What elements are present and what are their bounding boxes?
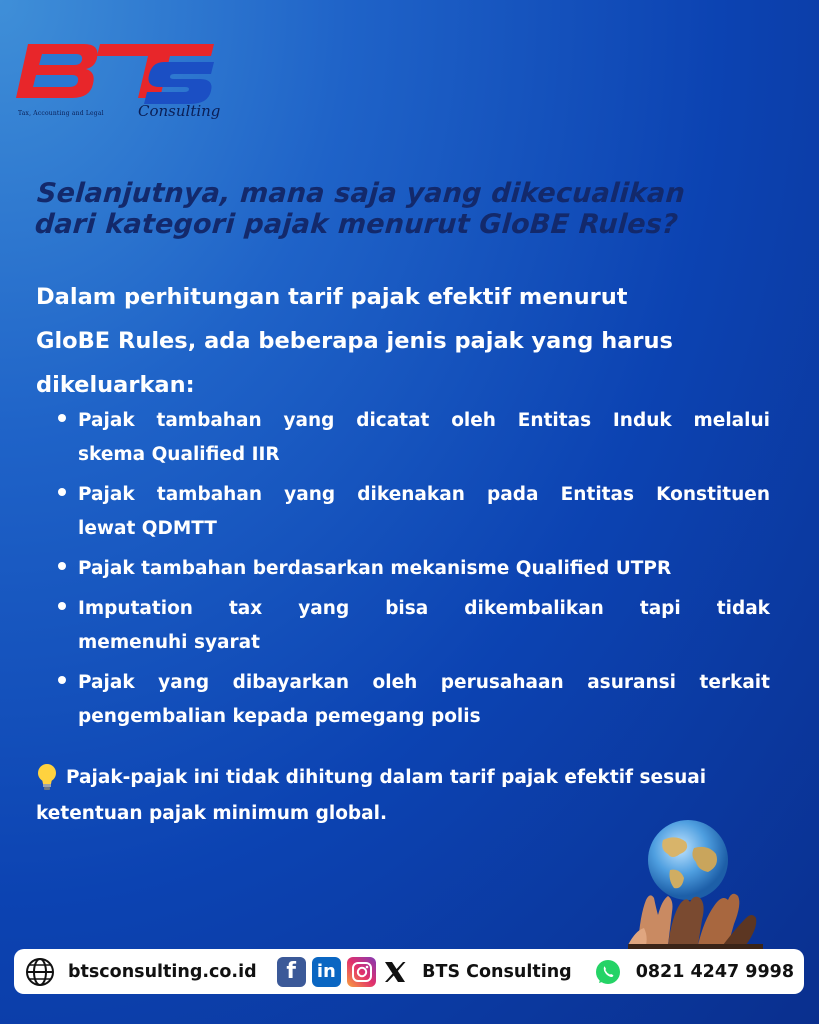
list-item-line-1: Imputation tax yang bisa dikembalikan tapi tidak: [78, 598, 770, 619]
contact-footer: [14, 949, 804, 994]
intro-line-1: Dalam perhitungan tarif pajak efektif menurut: [36, 284, 628, 310]
list-item: [58, 552, 770, 586]
list-item-line-1: Pajak tambahan yang dikenakan pada Entitas Konstituen: [78, 484, 770, 505]
bullet-dot: [58, 602, 66, 610]
list-item: [58, 666, 770, 734]
x-icon[interactable]: [382, 959, 408, 985]
list-item-line-1: Pajak yang dibayarkan oleh perusahaan asuransi terkait: [78, 672, 770, 693]
phone-number[interactable]: 0821 4247 9998: [635, 961, 795, 982]
list-item-line-1: Pajak tambahan yang dicatat oleh Entitas Induk melalui: [78, 410, 770, 431]
facebook-icon[interactable]: f: [277, 957, 306, 987]
list-item-line-2: skema Qualified IIR: [78, 444, 280, 465]
instagram-icon[interactable]: [347, 957, 376, 987]
headline: [34, 178, 798, 240]
social-handle: BTS Consulting: [422, 961, 572, 982]
globe-icon: [24, 956, 56, 988]
headline-line-2: dari kategori pajak menurut GloBE Rules?: [33, 209, 680, 240]
intro-line-2: GloBE Rules, ada beberapa jenis pajak yang harus: [36, 328, 673, 354]
intro-paragraph: [36, 275, 776, 407]
bullet-dot: [58, 488, 66, 496]
globe-hands-illustration: [628, 820, 763, 955]
list-item-line-2: pengembalian kepada pemegang polis: [78, 706, 481, 727]
list-item-line-2: lewat QDMTT: [78, 518, 217, 539]
list-item: [58, 478, 770, 546]
headline-line-1: Selanjutnya, mana saja yang dikecualikan: [36, 178, 687, 209]
footnote-line-1: Pajak-pajak ini tidak dihitung dalam tarif pajak efektif sesuai: [66, 767, 707, 788]
linkedin-icon[interactable]: in: [312, 957, 341, 987]
bullet-dot: [58, 562, 66, 570]
footnote-line-2: ketentuan pajak minimum global.: [36, 803, 388, 824]
website-link[interactable]: btsconsulting.co.id: [68, 961, 257, 982]
lightbulb-icon: [36, 763, 58, 793]
bullet-dot: [58, 676, 66, 684]
list-item: [58, 592, 770, 660]
list-item-line-1: Pajak tambahan berdasarkan mekanisme Qualified UTPR: [78, 558, 672, 579]
whatsapp-icon[interactable]: [594, 958, 622, 986]
logo-tagline: Tax, Accounting and Legal: [18, 110, 104, 117]
intro-line-3: dikeluarkan:: [36, 372, 195, 398]
list-item-line-2: memenuhi syarat: [78, 632, 260, 653]
list-item: [58, 404, 770, 472]
exclusion-list: [58, 404, 770, 740]
bullet-dot: [58, 414, 66, 422]
logo-consulting: Consulting: [138, 102, 221, 120]
